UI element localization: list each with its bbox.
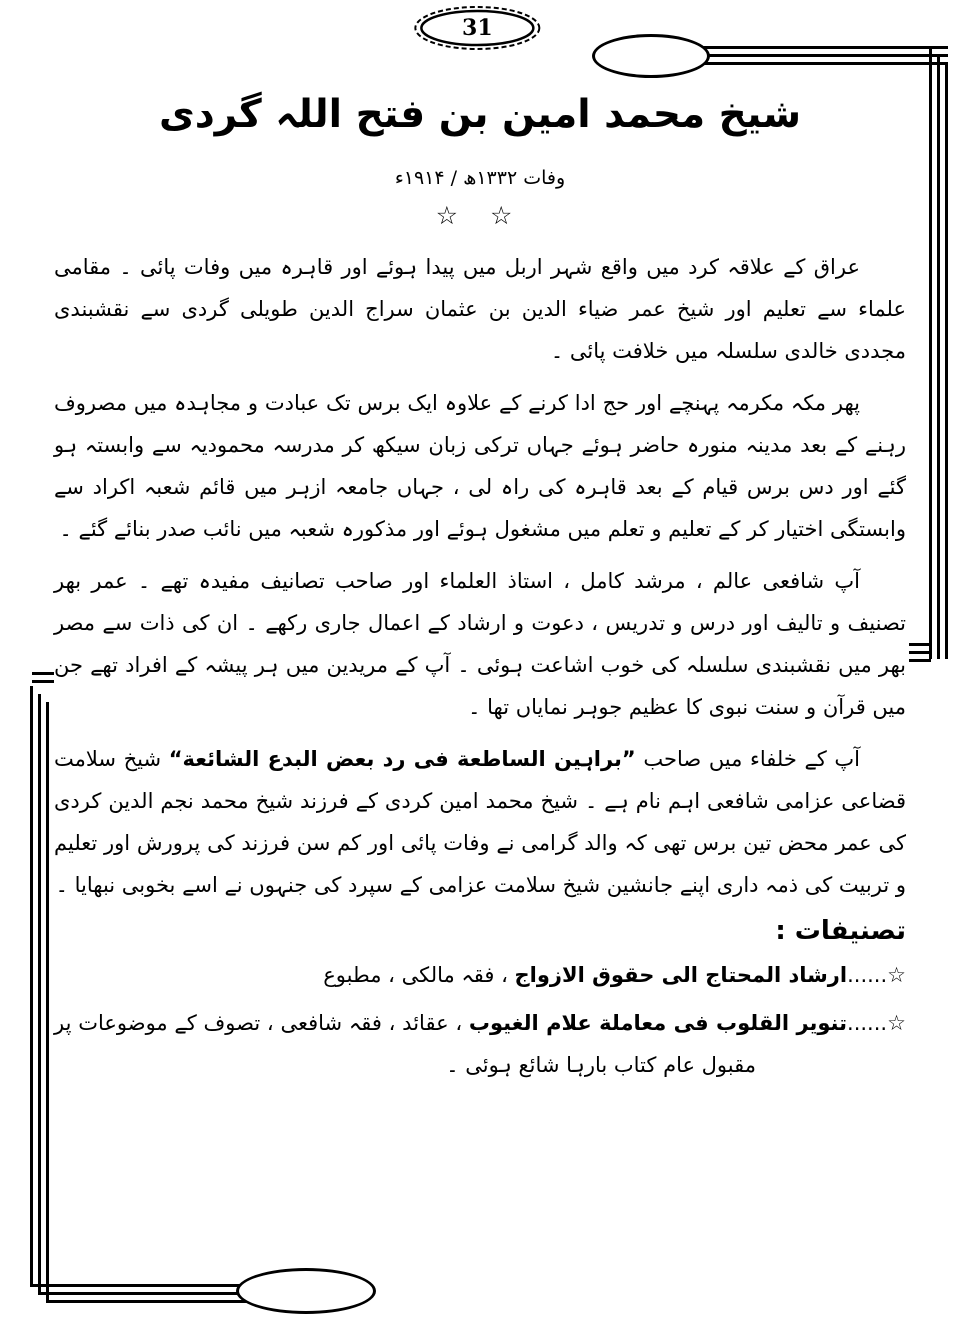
paragraph-4-end: شیخ سلامت قضاعی عزامی شافعی اہم نام ہے ۔ شیخ محمد امین کردی کے فرزند شیخ محمد نجم الدین کردی کی عمر محض تین برس تھی کہ والد گرامی نے وفات پائی اور کم سن فرزند کی پرورش اور تعلیم و تربیت کی ذمہ داری اپنے جانشین شیخ سلامت عزامی کے سپرد کی جنہوں نے اسے بخوبی نبھایا ۔	[54, 746, 906, 897]
death-date-line: وفات ۱۳۳۲ھ / ۱۹۱۴ء	[394, 166, 566, 189]
page-number-badge	[411, 4, 543, 52]
paragraph-4	[54, 738, 906, 906]
leader-dots: ......	[847, 962, 888, 987]
page-number: 31	[462, 15, 493, 41]
paragraph-1: عراق کے علاقہ کرد میں واقع شہر اربل میں پیدا ہوئے اور قاہرہ میں وفات پائی ۔ مقامی علماء سے تعلیم اور شیخ عمر ضیاء الدین بن عثمان سراج الدین طویلی گردی سے نقشبندی مجددی خالدی سلسلہ میں خلافت پائی ۔	[54, 254, 906, 363]
paragraph-4-start: آپ کے خلفاء میں صاحب	[635, 746, 860, 771]
star-bullet-icon: ☆	[887, 1010, 907, 1035]
work-description: ، فقہ مالکی ، مطبوع	[323, 962, 515, 987]
bottom-left-oval-ornament	[236, 1268, 376, 1314]
chapter-title: شیخ محمد امین بن فتح اللہ گردی	[158, 92, 802, 137]
paragraph-2: پھر مکہ مکرمہ پہنچے اور حج ادا کرنے کے علاوہ ایک برس تک عبادت و مجاہدہ میں مصروف رہنے کے بعد مدینہ منورہ حاضر ہوئے جہاں ترکی زبان سیکھ کر مدرسہ محمودیہ سے وابستہ ہو گئے اور دس برس قیام کے بعد قاہرہ کی راہ لی ، جہاں جامعہ ازہر میں قائم شعبہ اکراد سے وابستگی اختیار کر کے تعلیم و تعلم میں مشغول ہوئے اور مذکورہ شعبہ میں نائب صدر بنائے گئے ۔	[54, 390, 906, 541]
work-description: ، عقائد ، فقہ شافعی ، تصوف کے موضوعات پر مقبول عام کتاب بارہا شائع ہوئی ۔	[54, 1010, 756, 1077]
works-section-heading: تصنیفات :	[775, 915, 906, 946]
quoted-book-title: ”براہین الساطعة فی رد بعض البدع الشائعة“	[168, 746, 636, 771]
work-title: تنویر القلوب فی معاملة علام الغیوب	[468, 1010, 848, 1035]
work-title: ارشاد المحتاج الی حقوق الازواج	[514, 962, 848, 987]
top-right-oval-ornament	[592, 34, 710, 78]
star-divider: ☆ ☆	[435, 200, 525, 230]
work-list-item	[54, 954, 906, 996]
bottom-border-line	[30, 1284, 270, 1287]
leader-dots: ......	[847, 1010, 888, 1035]
paragraph-3: آپ شافعی عالم ، مرشد کامل ، استاذ العلماء اور صاحب تصانیف مفیدہ تھے ۔ عمر بھر تصنیف و تالیف اور درس و تدریس ، دعوت و ارشاد کے اعمال جاری رکھے ۔ ان کی ذات سے مصر بھر میں نقشبندی سلسلہ کی خوب اشاعت ہوئی ۔ آپ کے مریدین میں ہر پیشہ کے افراد تھے جن میں قرآن و سنت نبوی کا عظیم جوہر نمایاں تھا ۔	[54, 568, 906, 719]
work-list-item	[54, 1002, 906, 1086]
star-bullet-icon: ☆	[887, 962, 906, 987]
